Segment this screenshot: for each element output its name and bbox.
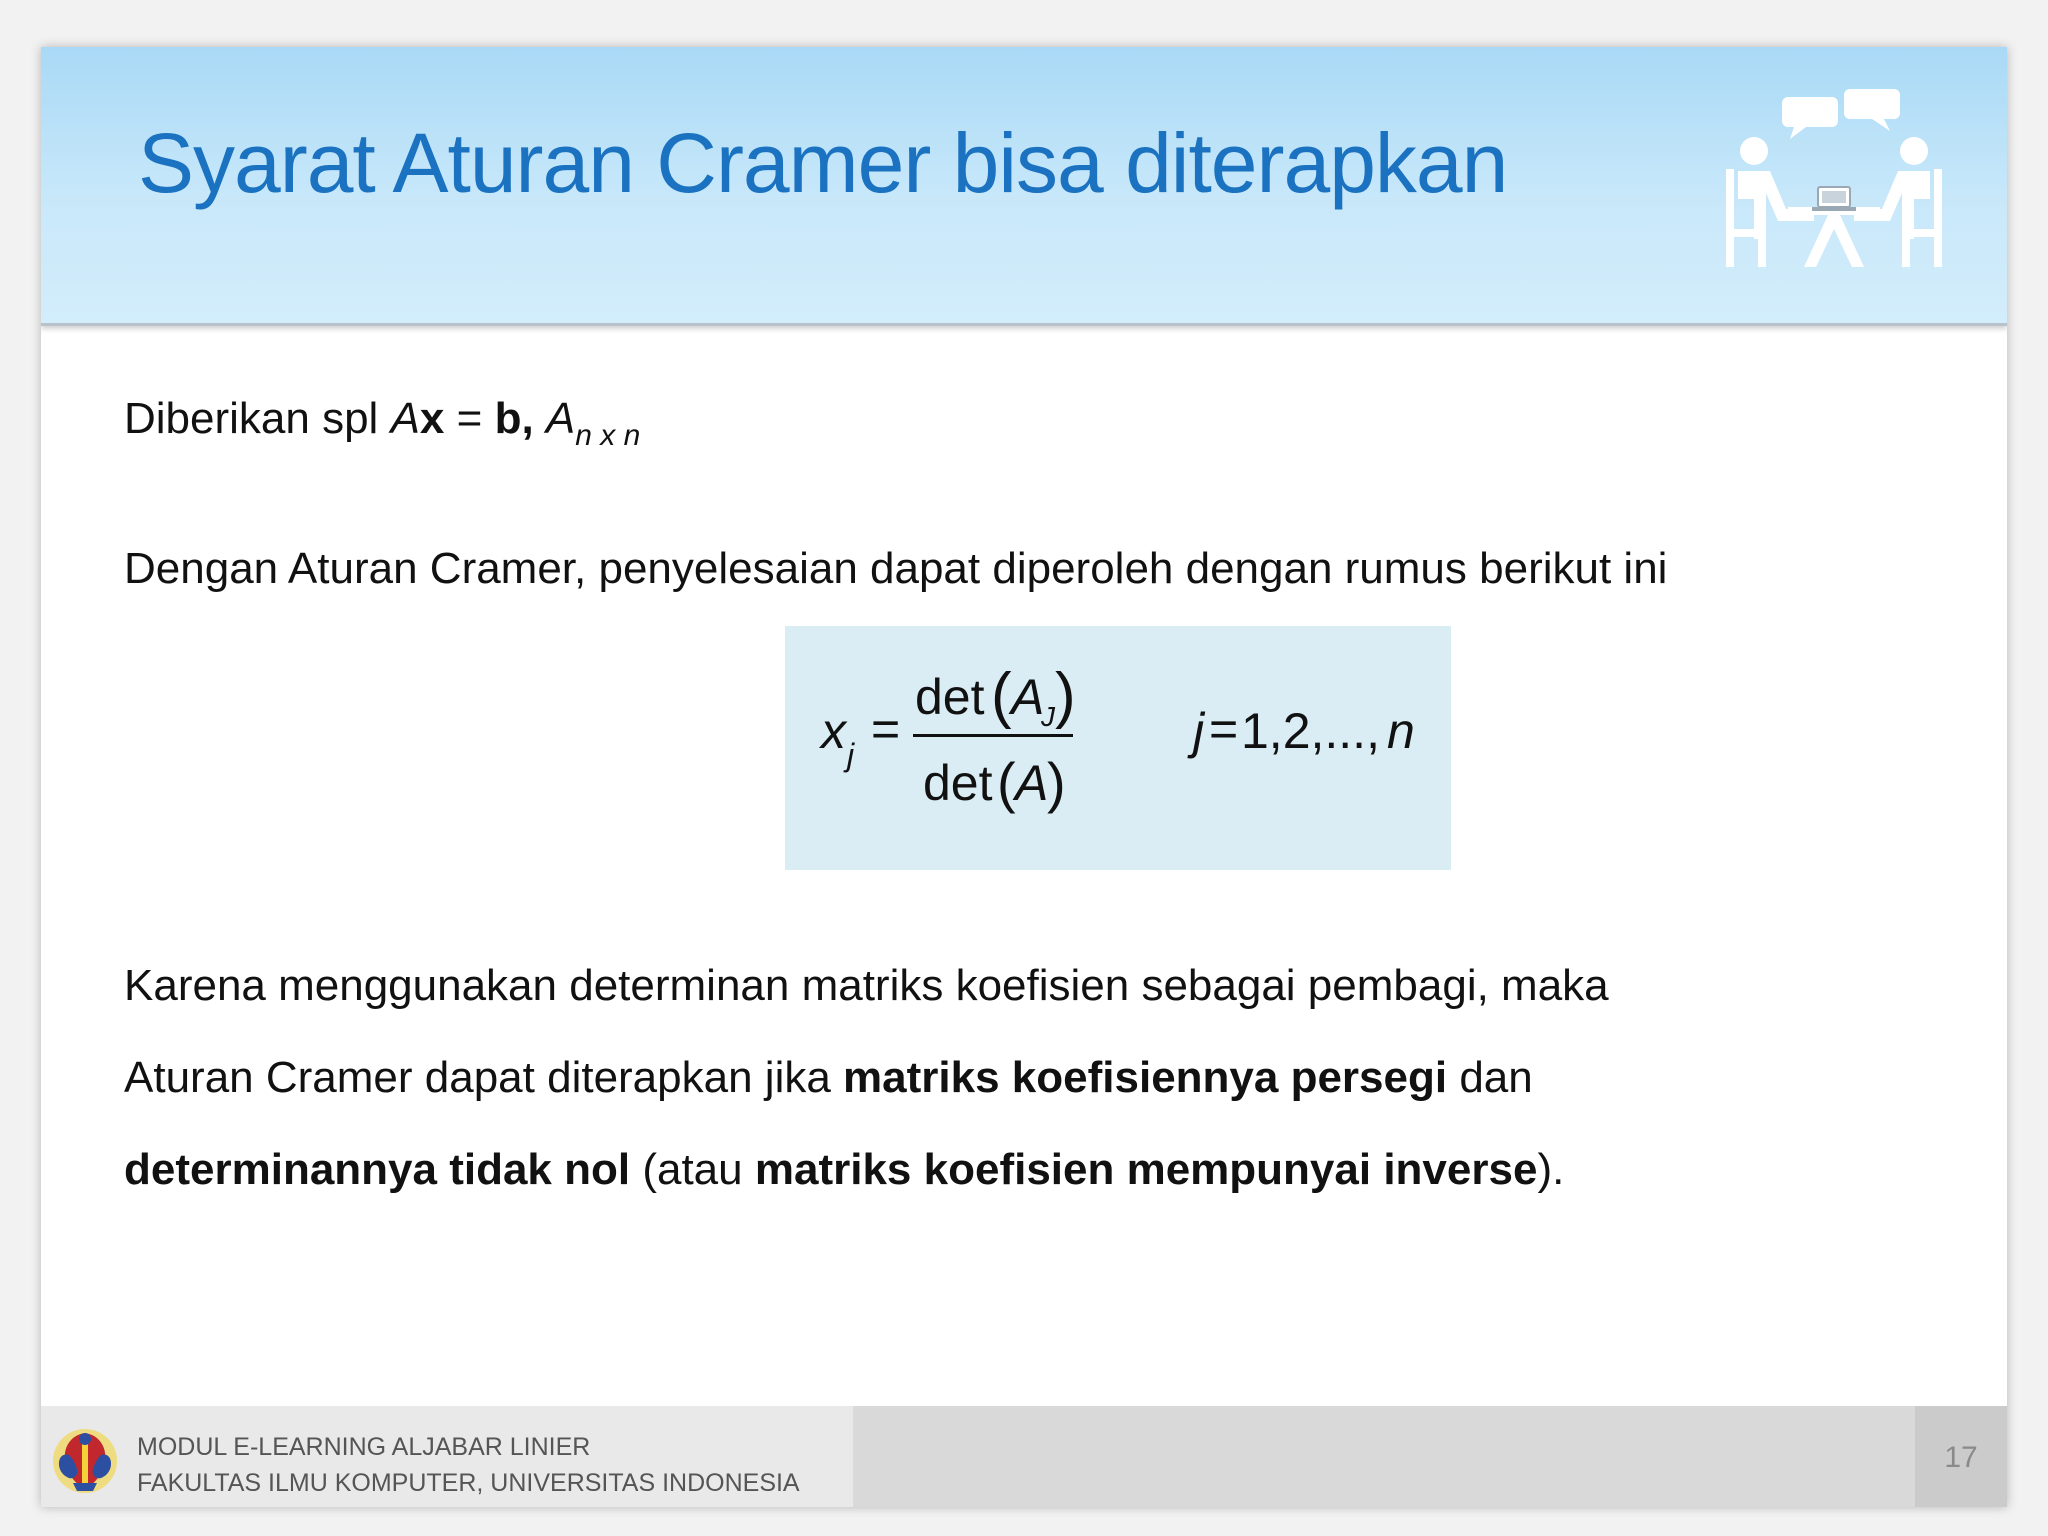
denominator-a: A <box>1015 755 1049 811</box>
matrix-a-size: A <box>545 394 576 443</box>
meeting-people-icon <box>1724 89 1944 269</box>
condition-l3-or: (atau <box>630 1145 755 1194</box>
vector-b: b, <box>494 394 534 443</box>
fraction-bar <box>913 734 1073 737</box>
formula-x-subscript: j <box>847 737 855 773</box>
condition-l2-text: Aturan Cramer dapat diterapkan jika <box>124 1053 844 1102</box>
slide-title: Syarat Aturan Cramer bisa diterapkan <box>138 116 1508 210</box>
condition-line-1: Karena menggunakan determinan matriks koefisien sebagai pembagi, maka <box>124 961 1609 1010</box>
condition-nonzero-det: determinannya tidak nol <box>124 1145 631 1194</box>
denominator-open-paren: ( <box>997 751 1016 814</box>
matrix-a: A <box>390 394 420 443</box>
range-values: 1,2,..., <box>1241 703 1380 759</box>
page-number: 17 <box>1944 1441 1978 1474</box>
cramer-formula <box>785 626 1451 870</box>
footer-faculty-name: FAKULTAS ILMU KOMPUTER, UNIVERSITAS INDONESIA <box>137 1469 800 1497</box>
numerator-open-paren: ( <box>991 661 1012 730</box>
slide-header <box>41 47 2007 326</box>
range-n: n <box>1387 703 1415 759</box>
slide <box>41 47 2007 1507</box>
numerator-subscript: J <box>1041 701 1055 732</box>
university-logo-icon <box>49 1425 121 1497</box>
vector-x: x <box>419 394 445 443</box>
numerator-a: A <box>1011 669 1045 725</box>
space <box>534 394 546 443</box>
cramer-formula-box <box>785 626 1451 870</box>
condition-square-matrix: matriks koefisiennya persegi <box>843 1053 1448 1102</box>
equals-sign: = <box>444 394 495 443</box>
given-system-text <box>124 394 640 453</box>
formula-x: x <box>821 703 846 759</box>
range-equals: = <box>1209 701 1239 757</box>
range-j: j <box>1193 703 1205 759</box>
denominator-det: det <box>923 755 993 811</box>
condition-l3-end: ). <box>1537 1145 1565 1194</box>
footer-module-name: MODUL E-LEARNING ALJABAR LINIER <box>137 1433 591 1461</box>
condition-paragraph <box>124 940 1609 1216</box>
denominator-close-paren: ) <box>1047 751 1066 814</box>
matrix-size-subscript: n x n <box>575 419 641 452</box>
condition-line-3 <box>124 1124 1609 1216</box>
given-prefix: Diberikan spl <box>124 394 391 443</box>
condition-line-2 <box>124 1032 1609 1124</box>
footer-middle-band <box>853 1406 1915 1507</box>
numerator-det: det <box>915 669 985 725</box>
numerator-close-paren: ) <box>1055 661 1076 730</box>
formula-equals: = <box>871 701 901 757</box>
condition-has-inverse: matriks koefisien mempunyai inverse <box>754 1145 1538 1194</box>
condition-l2-and: dan <box>1447 1053 1533 1102</box>
cramer-intro-text: Dengan Aturan Cramer, penyelesaian dapat diperoleh dengan rumus berikut ini <box>124 544 1668 593</box>
